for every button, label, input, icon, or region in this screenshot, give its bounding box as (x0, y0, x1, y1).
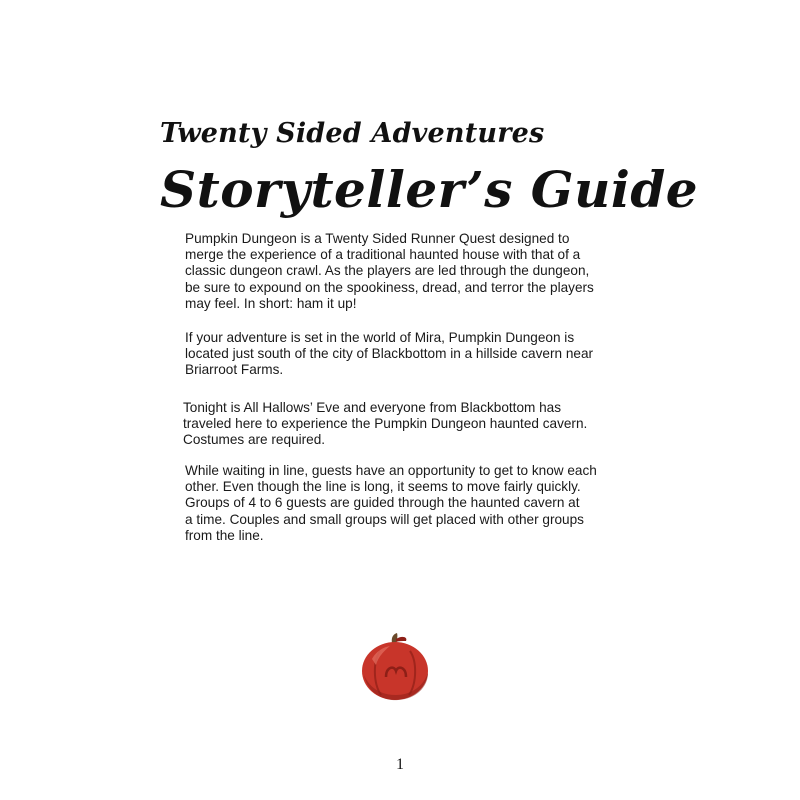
paragraph-line: be sure to expound on the spookiness, dread, and terror the players (185, 279, 594, 295)
paragraph-line: a time. Couples and small groups will get placed with other groups (185, 511, 584, 527)
series-title: Twenty Sided Adventures (160, 118, 545, 149)
paragraph-line: Costumes are required. (183, 432, 326, 448)
paragraph-waiting (185, 463, 625, 544)
paragraph-line: other. Even though the line is long, it seems to move fairly quickly. (185, 479, 581, 495)
paragraph-line: If your adventure is set in the world of Mira, Pumpkin Dungeon is (185, 330, 575, 345)
paragraph-line: Groups of 4 to 6 guests are guided through the haunted cavern at (185, 495, 580, 511)
paragraph-line: located just south of the city of Blackbottom in a hillside cavern near (185, 346, 594, 362)
paragraph-line: traveled here to experience the Pumpkin Dungeon haunted cavern. (183, 416, 588, 432)
paragraph-line: merge the experience of a traditional haunted house with that of a (185, 247, 581, 263)
paragraph-intro (185, 231, 625, 312)
paragraph-setting (185, 330, 625, 379)
paragraph-line: Tonight is All Hallows’ Eve and everyone from Blackbottom has (183, 400, 562, 415)
paragraph-line: Briarroot Farms. (185, 362, 284, 378)
page-number: 1 (396, 756, 404, 773)
paragraph-line: may feel. In short: ham it up! (185, 295, 357, 311)
paragraph-line: While waiting in line, guests have an opportunity to get to know each (185, 463, 597, 478)
paragraph-line: Pumpkin Dungeon is a Twenty Sided Runner Quest designed to (185, 231, 570, 246)
paragraph-line: classic dungeon crawl. As the players are led through the dungeon, (185, 263, 590, 279)
paragraph-tonight (183, 400, 623, 449)
page-title: Storyteller’s Guide (160, 160, 699, 219)
paragraph-line: from the line. (185, 527, 264, 543)
pumpkin-icon (356, 631, 434, 703)
